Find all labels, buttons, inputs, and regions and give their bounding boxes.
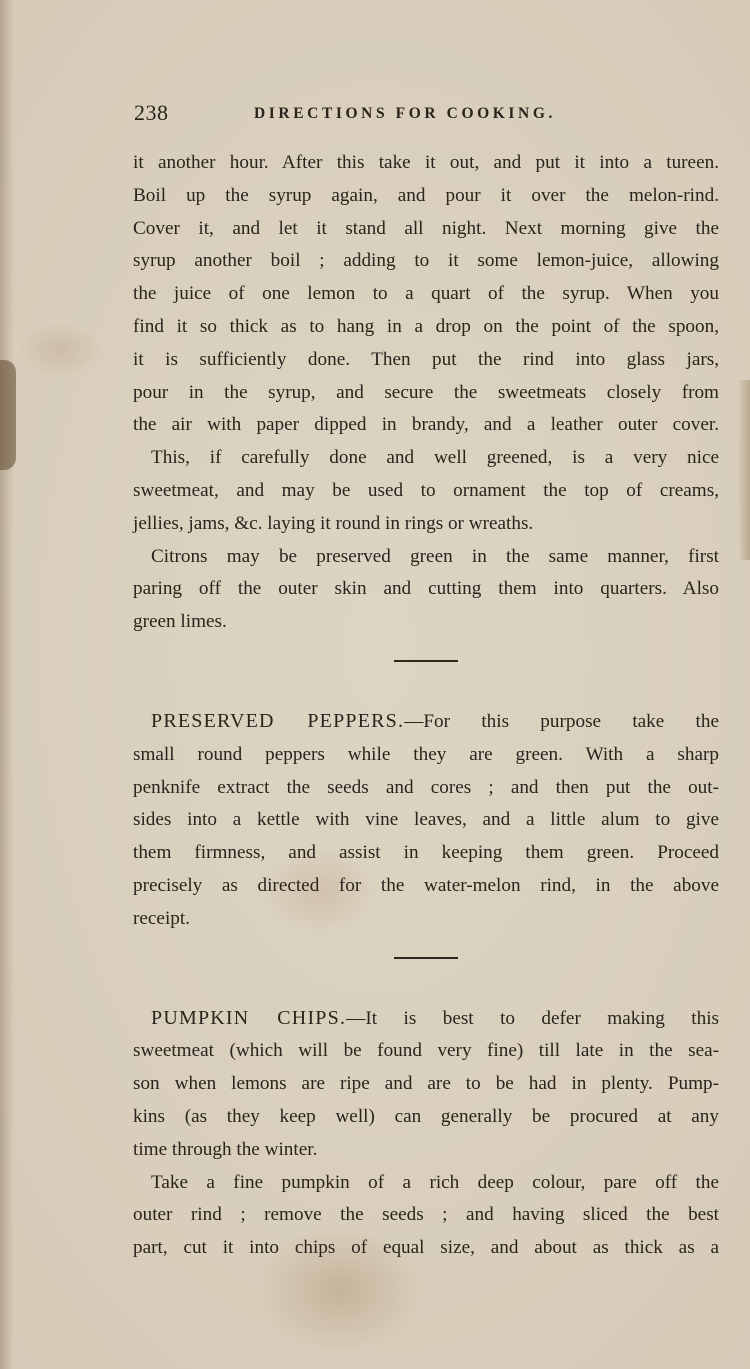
divider-rule <box>394 957 458 959</box>
text-line: them firmness, and assist in keeping them green. Proceed <box>133 842 719 864</box>
divider-rule <box>394 660 458 662</box>
page-edge-shadow <box>0 0 14 1369</box>
paragraph-melon-rind-continued <box>133 147 719 442</box>
text-line: it another hour. After this take it out, and put it into a tureen. <box>133 152 719 173</box>
text-line: the juice of one lemon to a quart of the syrup. When you <box>133 283 719 305</box>
text-line: sweetmeat (which will be found very fine) till late in the sea- <box>133 1040 719 1062</box>
text-line: paring off the outer skin and cutting them into quarters. Also <box>133 578 719 600</box>
text-line: son when lemons are ripe and are to be had in plenty. Pump- <box>133 1073 719 1095</box>
text-line: Boil up the syrup again, and pour it over the melon-rind. <box>133 184 719 206</box>
paragraph-greened-sweetmeat <box>133 442 719 540</box>
section-divider <box>133 639 719 683</box>
recipe-first-line-text: —It is best to defer making this <box>346 1007 719 1029</box>
recipe-pumpkin-chips <box>133 1002 719 1265</box>
recipe-first-line <box>133 1002 719 1036</box>
page-header <box>134 100 719 132</box>
recipe-first-line <box>133 705 719 739</box>
spacer <box>133 683 719 705</box>
text-line: Take a fine pumpkin of a rich deep colour, pare off the <box>151 1171 719 1193</box>
text-line: pour in the syrup, and secure the sweetmeats closely from <box>133 381 719 403</box>
page-number: 238 <box>134 100 169 125</box>
text-line: green limes. <box>133 611 227 633</box>
running-title: DIRECTIONS FOR COOKING. <box>254 105 556 122</box>
recipe-first-line-text: —For this purpose take the <box>404 710 719 732</box>
text-line: part, cut it into chips of equal size, and about as thick as a <box>133 1237 719 1259</box>
text-line: time through the winter. <box>133 1138 318 1160</box>
text-line: receipt. <box>133 907 190 929</box>
body-text <box>133 147 719 1265</box>
text-line: find it so thick as to hang in a drop on the point of the spoon, <box>133 315 719 337</box>
text-line: kins (as they keep well) can generally be procured at any <box>133 1105 719 1127</box>
text-line: the air with paper dipped in brandy, and a leather outer cover. <box>133 414 719 436</box>
recipe-headword: PRESERVED PEPPERS. <box>151 709 405 732</box>
text-line: penknife extract the seeds and cores ; and then put the out- <box>133 776 719 798</box>
text-line: This, if carefully done and well greened, is a very nice <box>151 447 719 469</box>
text-line: it is sufficiently done. Then put the rind into glass jars, <box>133 348 719 370</box>
text-line: precisely as directed for the water-melon rind, in the above <box>133 874 719 896</box>
text-line: Citrons may be preserved green in the same manner, first <box>151 545 719 567</box>
text-line: sweetmeat, and may be used to ornament the top of creams, <box>133 479 719 501</box>
text-line: jellies, jams, &c. laying it round in rings or wreaths. <box>133 512 534 534</box>
section-divider <box>133 936 719 980</box>
recipe-headword: PUMPKIN CHIPS. <box>151 1006 347 1029</box>
text-line: syrup another boil ; adding to it some lemon-juice, allowing <box>133 250 719 272</box>
spacer <box>133 980 719 1002</box>
recipe-preserved-peppers <box>133 705 719 936</box>
text-line: outer rind ; remove the seeds ; and having sliced the best <box>133 1204 719 1226</box>
page-stain-left <box>0 360 16 470</box>
text-line: small round peppers while they are green. With a sharp <box>133 743 719 765</box>
text-line: sides into a kettle with vine leaves, and a little alum to give <box>133 809 719 831</box>
text-line: Cover it, and let it stand all night. Next morning give the <box>133 217 719 239</box>
page-stain-right <box>738 380 750 560</box>
paragraph-citrons <box>133 541 719 639</box>
